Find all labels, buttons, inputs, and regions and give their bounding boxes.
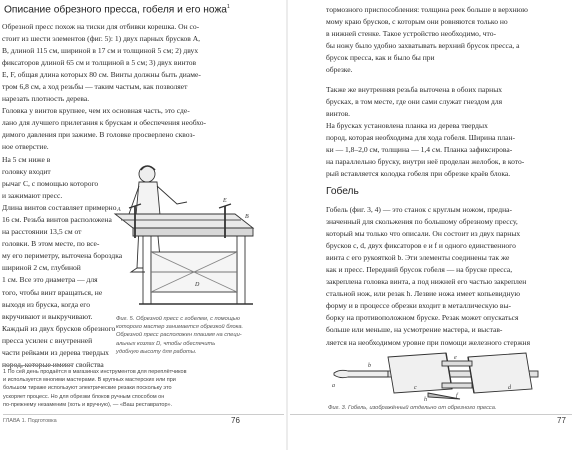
text-line: шириной 2 см, глубиной	[2, 263, 81, 273]
right-body-top	[326, 4, 528, 76]
text-line: Также же внутренняя резьба выточена в обоих парных	[326, 85, 503, 94]
text-line: того, чтобы винт вращаться, не	[2, 287, 103, 297]
text-line: и зажимают пресс.	[2, 191, 63, 201]
figure-5-caption	[116, 315, 243, 356]
text-line: лано для лучшего прилегания к брускам и обеспечения необхо-	[2, 118, 207, 128]
text-line: винта с его рукояткой b. Эти элементы соединены так же	[326, 253, 510, 263]
text-line: головку входит	[2, 167, 51, 177]
figure-3-caption: Фиг. 3. Гобель, изображённый отдельно от обрезного пресса.	[328, 405, 497, 411]
text-line: винтов.	[326, 109, 351, 119]
text-line: ляется на необходимом уровне при помощи железного стержня	[326, 337, 531, 347]
text-line: На брусках установлена планка из дерева твердых	[326, 121, 488, 131]
text-line: вкручивают и выкручивают.	[2, 311, 93, 321]
text-line: Головка у винтов крупнее, чем их основная часть, это сде-	[2, 106, 190, 116]
text-line: Каждый из двух брусков обрезного	[2, 323, 116, 333]
text-line: стальной нож, или резак h. Лезвие ножа имеет копьевидную	[326, 289, 520, 299]
text-line: му его периметру, выточена бороздка	[2, 251, 123, 261]
running-head: ГЛАВА 1. Подготовка	[3, 418, 57, 424]
section-heading-text: Описание обрезного пресса, гобеля и его ножа	[4, 4, 227, 16]
text-line: значенный для скольжения по большому обрезному прессу,	[326, 217, 518, 227]
figure-5-illustration	[95, 156, 258, 313]
text-line: пресса усилен с внутренней	[2, 335, 93, 345]
text-line: E, F, общая длина которых 80 см. Винты должны быть диаме-	[2, 70, 201, 80]
footnote-line: и используется многими мастерами. В крупных мастерских или при	[3, 377, 176, 384]
text-line: 1 см. Все это диаметра — для	[2, 275, 98, 285]
text-line: В, длиной 115 см, шириной в 17 см и толщиной 5 см; 2) двух	[2, 46, 199, 56]
left-page	[0, 0, 287, 450]
text-line: борку на противоположном бруске. Резак может опускаться	[326, 313, 519, 323]
text-line: форму и в процессе обрезки входит в металлическую вы-	[326, 301, 512, 311]
footnote-line: 1 По сей день продаётся в магазинах инструментов для переплётчиков	[3, 369, 187, 375]
footer-rule-right	[290, 414, 572, 415]
svg-text:f: f	[456, 393, 458, 399]
footnote-line: по-прежнему незаменим (хоть и вручную), — «Ваш реставратор».	[3, 401, 173, 408]
caption-line: альных козлах D, чтобы обеспечить	[116, 340, 216, 347]
text-line: брусках, в том месте, где они сами служат гнездом для	[326, 97, 503, 107]
text-line: 16 см. Резьба винтов расположена	[2, 215, 112, 225]
right-body-mid	[326, 84, 524, 180]
caption-line: удобную высоту для работы.	[116, 348, 197, 355]
caption-line: которого мастер занимается обрезкой блока.	[116, 324, 244, 331]
svg-text:A: A	[117, 207, 121, 213]
section-heading	[4, 4, 230, 15]
footnote-line: большом тираже используют электрические резаки поскольку это	[3, 385, 172, 392]
page-number-right: 77	[557, 416, 566, 425]
text-line: бы ножу было удобно захватывать верхний брусок пресса, а	[326, 41, 520, 51]
text-line: На 5 см ниже в	[2, 155, 51, 164]
caption-line: Обрезной пресс расположен плашмя на специ-	[116, 332, 242, 339]
text-line: как и пресс. Передний брусок гобеля — на бруске пресса,	[326, 265, 513, 275]
text-line: нарезать плотность дерева.	[2, 94, 90, 104]
right-page	[288, 0, 575, 450]
text-line: брусок пресса, как и было бы при	[326, 53, 435, 63]
footnote-line: ускоряет процесс. Но для обрезки блоков ручным способом он	[3, 393, 165, 400]
svg-text:B: B	[245, 214, 249, 220]
text-line: на расстоянии 13,5 см от	[2, 227, 82, 237]
figure-3-illustration	[328, 347, 564, 401]
text-line: ки — 1,8–2,0 см, толщина — 1,4 см. Планка зафиксирова-	[326, 145, 513, 155]
text-line: пород, которая необходима для хода гобеля. Ширина план-	[326, 133, 516, 143]
footnote-rule	[3, 365, 73, 366]
text-line: пород, которые имеют свойства	[2, 359, 104, 369]
text-line: мому краю брусков, с которым они ровняются только но	[326, 17, 508, 27]
svg-text:D: D	[195, 282, 200, 288]
text-line: Длина винтов составляет примерно	[2, 203, 117, 213]
text-line: части рейками из дерева твердых	[2, 347, 109, 357]
footer-rule	[3, 414, 284, 415]
right-body-bottom	[326, 204, 530, 349]
text-line: фиксаторов длиной 65 см и толщиной в 5 см; 3) двух винтов	[2, 58, 197, 68]
text-line: тормозного приспособления: толщина реек больше в верхнюю	[326, 5, 528, 14]
caption-line: Фиг. 5. Обрезной пресс с гобелем, с помощью	[116, 316, 240, 322]
svg-text:c: c	[414, 385, 417, 391]
text-line: головки. В этом месте, по все-	[2, 239, 100, 249]
text-line: димого давления при зажиме. В головке просверлено сквоз-	[2, 130, 196, 140]
subheading-gobel: Гобель	[326, 186, 359, 197]
left-body-top	[2, 21, 206, 154]
text-line: который мы только что описали. Он состоит из двух парных	[326, 229, 521, 239]
text-line: тром 6,8 см, а ход резьбы — таким частым, как позволяет	[2, 82, 188, 92]
svg-text:b: b	[368, 363, 371, 369]
svg-text:d: d	[508, 385, 511, 391]
text-line: больше или меньше, на усмотрение мастера, и выстав-	[326, 325, 503, 335]
text-line: рый вставляется колодка гобеля при обрезке краёв блока.	[326, 169, 511, 179]
heading-footnote-marker: 1	[226, 4, 230, 10]
text-line: стоит из шести элементов (фиг. 5): 1) двух парных брусков А,	[2, 34, 201, 44]
footnote	[3, 368, 187, 409]
text-line: рычаг С, с помощью которого	[2, 179, 99, 189]
svg-text:h: h	[424, 397, 427, 401]
text-line: ное отверстие.	[2, 142, 49, 152]
text-line: Обрезной пресс похож на тиски для отбивки корешка. Он со-	[2, 22, 200, 31]
text-line: в нижней стенке. Такое устройство необходимо, что-	[326, 29, 497, 39]
text-line: на параллельно бруску, внутри неё проделан желобок, в кото-	[326, 157, 525, 167]
text-line: Гобель (фиг. 3, 4) — это станок с круглым ножом, предна-	[326, 205, 513, 214]
text-line: выходя из бруска, когда его	[2, 299, 90, 309]
page-number-left: 76	[231, 416, 240, 425]
svg-text:e: e	[454, 355, 457, 361]
text-line: брусков с, d, двух фиксаторов е и f и одного единственного	[326, 241, 516, 251]
svg-text:E: E	[223, 198, 227, 204]
svg-text:a: a	[332, 383, 335, 389]
text-line: обрезке.	[326, 65, 353, 75]
text-line: закреплена головка винта, а под нижней его частью закреплен	[326, 277, 527, 287]
